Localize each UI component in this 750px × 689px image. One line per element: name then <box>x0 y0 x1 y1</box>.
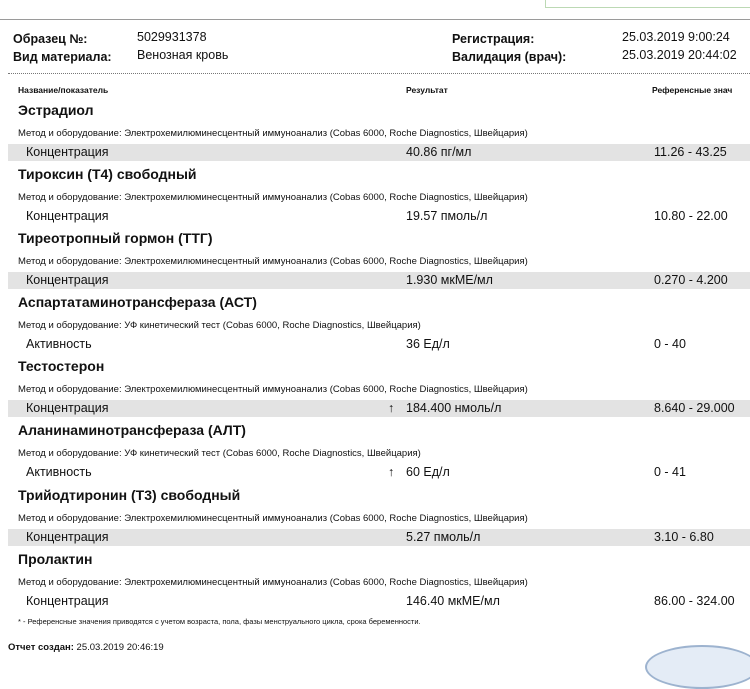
test-method: Метод и оборудование: Электрохемилюминесцентный иммуноанализ (Cobas 6000, Roche Diagnostics, Швейцария) <box>18 577 528 588</box>
result-value: 19.57 пмоль/л <box>406 209 488 223</box>
result-value: 40.86 пг/мл <box>406 145 472 159</box>
registration-value: 25.03.2019 9:00:24 <box>622 30 730 44</box>
test-method: Метод и оборудование: УФ кинетический тест (Cobas 6000, Roche Diagnostics, Швейцария) <box>18 448 421 459</box>
result-row <box>8 593 750 610</box>
reference-range: 10.80 - 22.00 <box>654 209 728 223</box>
stamp-seal-icon <box>645 645 750 689</box>
result-value: 5.27 пмоль/л <box>406 530 481 544</box>
test-method: Метод и оборудование: Электрохемилюминесцентный иммуноанализ (Cobas 6000, Roche Diagnostics, Швейцария) <box>18 384 528 395</box>
parameter-name: Концентрация <box>26 209 109 223</box>
result-row <box>8 529 750 546</box>
result-row <box>8 400 750 417</box>
sample-value: 5029931378 <box>137 30 207 44</box>
top-frame-box <box>545 0 750 8</box>
column-header-result: Результат <box>406 85 448 95</box>
result-row <box>8 464 750 481</box>
column-header-reference: Референсные знач <box>652 85 733 95</box>
test-title: Пролактин <box>18 551 93 567</box>
result-value: 146.40 мкМЕ/мл <box>406 594 500 608</box>
reference-footnote: * - Референсные значения приводятся с учетом возраста, пола, фазы менструального цикла, срока беременности. <box>18 617 421 626</box>
registration-label: Регистрация: <box>452 32 535 46</box>
top-divider <box>0 19 750 20</box>
result-value: 60 Ед/л <box>406 465 450 479</box>
test-method: Метод и оборудование: Электрохемилюминесцентный иммуноанализ (Cobas 6000, Roche Diagnostics, Швейцария) <box>18 128 528 139</box>
report-created <box>8 642 164 653</box>
reference-range: 0 - 41 <box>654 465 686 479</box>
reference-range: 0.270 - 4.200 <box>654 273 728 287</box>
parameter-name: Концентрация <box>26 145 109 159</box>
parameter-name: Активность <box>26 337 92 351</box>
test-title: Аланинаминотрансфераза (АЛТ) <box>18 422 246 438</box>
parameter-name: Концентрация <box>26 273 109 287</box>
result-value: 36 Ед/л <box>406 337 450 351</box>
test-title: Тироксин (Т4) свободный <box>18 166 197 182</box>
validation-value: 25.03.2019 20:44:02 <box>622 48 737 62</box>
material-label: Вид материала: <box>13 50 112 64</box>
validation-label: Валидация (врач): <box>452 50 567 64</box>
column-header-name: Название/показатель <box>18 85 109 95</box>
result-row <box>8 336 750 353</box>
test-method: Метод и оборудование: Электрохемилюминесцентный иммуноанализ (Cobas 6000, Roche Diagnostics, Швейцария) <box>18 256 528 267</box>
parameter-name: Концентрация <box>26 401 109 415</box>
parameter-name: Концентрация <box>26 594 109 608</box>
result-value: 184.400 нмоль/л <box>406 401 502 415</box>
sample-label: Образец №: <box>13 32 88 46</box>
result-row <box>8 144 750 161</box>
test-title: Тиреотропный гормон (ТТГ) <box>18 230 213 246</box>
reference-range: 3.10 - 6.80 <box>654 530 714 544</box>
test-title: Тестостерон <box>18 358 105 374</box>
material-value: Венозная кровь <box>137 48 229 62</box>
reference-range: 0 - 40 <box>654 337 686 351</box>
flag-arrow-icon: ↑ <box>388 465 395 479</box>
flag-arrow-icon: ↑ <box>388 401 395 415</box>
result-value: 1.930 мкМЕ/мл <box>406 273 493 287</box>
reference-range: 8.640 - 29.000 <box>654 401 735 415</box>
reference-range: 11.26 - 43.25 <box>654 145 727 159</box>
result-row <box>8 272 750 289</box>
header-dotted-divider <box>8 73 750 74</box>
test-title: Трийодтиронин (Т3) свободный <box>18 487 241 503</box>
test-method: Метод и оборудование: Электрохемилюминесцентный иммуноанализ (Cobas 6000, Roche Diagnostics, Швейцария) <box>18 513 528 524</box>
report-created-label: Отчет создан: <box>8 642 74 653</box>
parameter-name: Активность <box>26 465 92 479</box>
reference-range: 86.00 - 324.00 <box>654 594 735 608</box>
test-method: Метод и оборудование: УФ кинетический тест (Cobas 6000, Roche Diagnostics, Швейцария) <box>18 320 421 331</box>
parameter-name: Концентрация <box>26 530 109 544</box>
test-method: Метод и оборудование: Электрохемилюминесцентный иммуноанализ (Cobas 6000, Roche Diagnostics, Швейцария) <box>18 192 528 203</box>
test-title: Эстрадиол <box>18 102 94 118</box>
test-title: Аспартатаминотрансфераза (АСТ) <box>18 294 257 310</box>
result-row <box>8 208 750 225</box>
report-created-value: 25.03.2019 20:46:19 <box>76 642 164 653</box>
